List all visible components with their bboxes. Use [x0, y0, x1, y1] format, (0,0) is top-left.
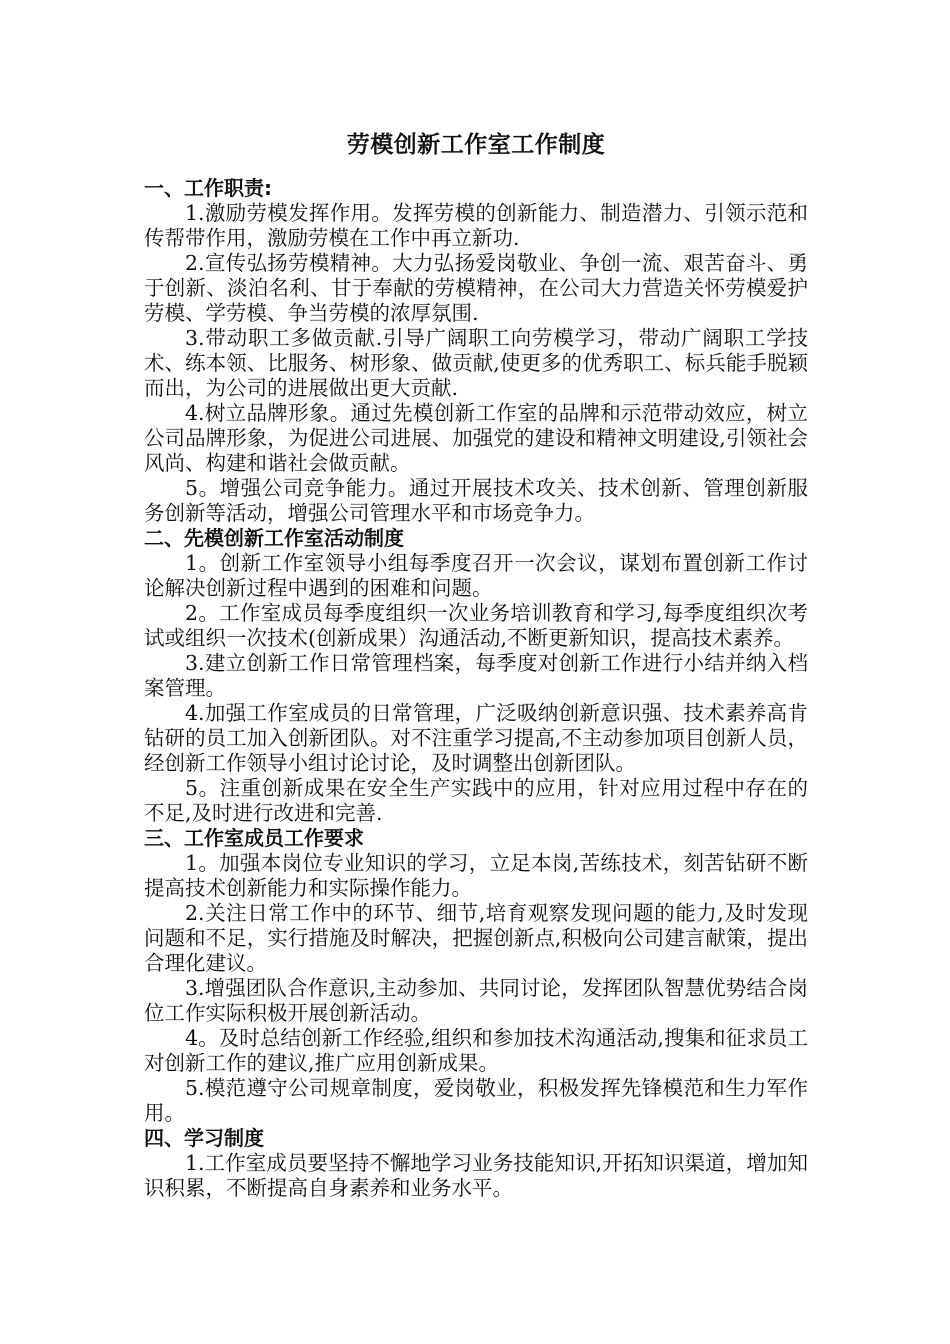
paragraph: 5.模范遵守公司规章制度，爱岗敬业，积极发挥先锋模范和生力军作用。 [144, 1076, 808, 1125]
paragraph: 2.宣传弘扬劳模精神。大力弘扬爱岗敬业、争创一流、艰苦奋斗、勇于创新、淡泊名利、甘于奉献的劳模精神，在公司大力营造关怀劳模爱护劳模、学劳模、争当劳模的浓厚氛围. [144, 251, 808, 325]
section-heading: 二、先模创新工作室活动制度 [144, 526, 404, 550]
document-body [144, 130, 808, 1201]
paragraph: 5。增强公司竞争能力。通过开展技术攻关、技术创新、管理创新服务创新等活动，增强公司管理水平和市场竞争力。 [144, 476, 808, 525]
paragraph: 1。加强本岗位专业知识的学习，立足本岗,苦练技术，刻苦钻研不断提高技术创新能力和实际操作能力。 [144, 851, 808, 900]
paragraph: 3.建立创新工作日常管理档案，每季度对创新工作进行小结并纳入档案管理。 [144, 651, 808, 700]
paragraph: 3.增强团队合作意识,主动参加、共同讨论，发挥团队智慧优势结合岗位工作实际积极开展创新活动。 [144, 976, 808, 1025]
paragraph: 2.关注日常工作中的环节、细节,培育观察发现问题的能力,及时发现问题和不足，实行措施及时解决，把握创新点,积极向公司建言献策，提出合理化建议。 [144, 901, 808, 975]
paragraph: 4.加强工作室成员的日常管理，广泛吸纳创新意识强、技术素养高肯钻研的员工加入创新团队。对不注重学习提高,不主动参加项目创新人员，经创新工作领导小组讨论讨论，及时调整出创新团队。 [144, 701, 808, 775]
paragraph: 4.树立品牌形象。通过先模创新工作室的品牌和示范带动效应，树立公司品牌形象，为促进公司进展、加强党的建设和精神文明建设,引领社会风尚、构建和谐社会做贡献。 [144, 401, 808, 475]
paragraph: 1.工作室成员要坚持不懈地学习业务技能知识,开拓知识渠道，增加知识积累，不断提高自身素养和业务水平。 [144, 1151, 808, 1200]
section-study-rules [144, 1126, 808, 1201]
paragraph: 1.激励劳模发挥作用。发挥劳模的创新能力、制造潜力、引领示范和传帮带作用，激励劳模在工作中再立新功. [144, 201, 808, 250]
paragraph: 5。注重创新成果在安全生产实践中的应用，针对应用过程中存在的不足,及时进行改进和完善. [144, 776, 808, 825]
section-heading: 三、工作室成员工作要求 [144, 826, 364, 850]
paragraph: 3.带动职工多做贡献.引导广阔职工向劳模学习，带动广阔职工学技术、练本领、比服务、树形象、做贡献,使更多的优秀职工、标兵能手脱颖而出，为公司的进展做出更大贡献. [144, 326, 808, 400]
section-responsibilities [144, 176, 808, 526]
section-activity-rules [144, 526, 808, 826]
paragraph: 2。工作室成员每季度组织一次业务培训教育和学习,每季度组织次考试或组织一次技术(创新成果）沟通活动,不断更新知识，提高技术素养。 [144, 601, 808, 650]
paragraph: 1。创新工作室领导小组每季度召开一次会议，谋划布置创新工作讨论解决创新过程中遇到的困难和问题。 [144, 551, 808, 600]
section-heading: 四、学习制度 [144, 1126, 264, 1150]
section-heading: 一、工作职责: [144, 176, 272, 200]
paragraph: 4。及时总结创新工作经验,组织和参加技术沟通活动,搜集和征求员工对创新工作的建议,推广应用创新成果。 [144, 1026, 808, 1075]
document-title: 劳模创新工作室工作制度 [346, 132, 606, 158]
section-member-requirements [144, 826, 808, 1126]
